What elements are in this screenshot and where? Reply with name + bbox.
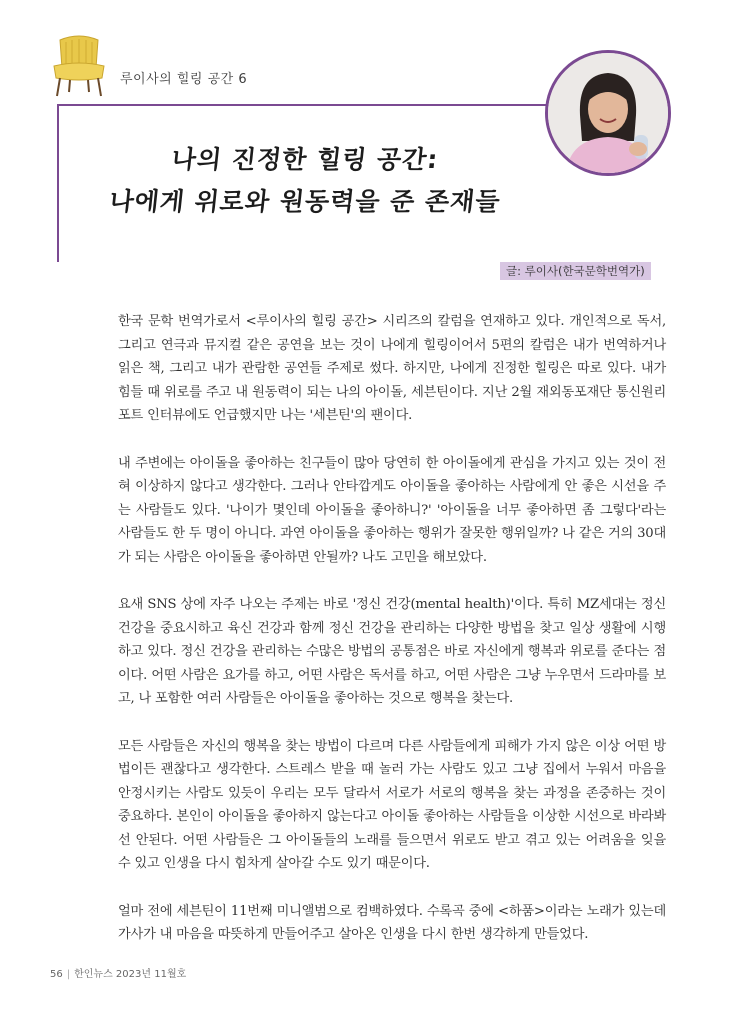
header-frame-top	[57, 104, 547, 106]
article-body	[118, 310, 666, 971]
article-title-line2: 나에게 위로와 원동력을 준 존재들	[108, 187, 503, 216]
paragraph: 요새 SNS 상에 자주 나오는 주제는 바로 '정신 건강(mental health)'이다. 특히 MZ세대는 정신 건강을 중요시하고 육신 건강과 함께 정신 건강을 관리하는 다양한 방법을 찾고 일상 생활에 시행하고 있다. 정신 건강을 관리하는 수많은 방법의 공통점은 바로 자신에게 행복과 위로를 준다는 점이다. 어떤 사람은 요가를 하고, 어떤 사람은 독서를 하고, 어떤 사람은 그냥 누우면서 드라마를 보고, 나 포함한 여러 사람들은 아이돌을 좋아하는 것으로 행복을 찾는다.	[118, 597, 666, 706]
paragraph: 얼마 전에 세븐틴이 11번째 미니앨범으로 컴백하였다. 수록곡 중에 <하품>이라는 노래가 있는데 가사가 내 마음을 따뜻하게 만들어주고 살아온 인생을 다시 한번 생각하게 만들었다.	[118, 903, 666, 942]
article-title-line1: 나의 진정한 힐링 공간:	[170, 145, 440, 174]
armchair-icon	[50, 34, 108, 98]
header-frame-left	[57, 104, 59, 262]
footer-divider: |	[66, 969, 71, 980]
paragraph: 한국 문학 번역가로서 <루이사의 힐링 공간> 시리즈의 칼럼을 연재하고 있다. 개인적으로 독서, 그리고 연극과 뮤지컬 같은 공연을 보는 것이 나에게 힐링이어서 5편의 칼럼은 내가 번역하거나 읽은 책, 그리고 내가 관람한 공연들 주제로 썼다. 하지만, 나에게 진정한 힐링은 따로 있다. 내가 힘들 때 위로를 주고 내 원동력이 되는 나의 아이돌, 세븐틴이다. 지난 2월 재외동포재단 통신원리포트 인터뷰에도 언급했지만 나는 '세븐틴'의 팬이다.	[118, 314, 666, 423]
byline-badge: 글: 루이사(한국문학번역가)	[500, 262, 651, 280]
author-photo	[545, 50, 671, 176]
page-number: 56	[50, 969, 63, 980]
paragraph: 내 주변에는 아이돌을 좋아하는 친구들이 많아 당연히 한 아이돌에게 관심을 가지고 있는 것이 전혀 이상하지 않다고 생각한다. 그러나 안타깝게도 아이돌을 좋아하는 사람에게 안 좋은 시선을 주는 사람들도 있다. '나이가 몇인데 아이돌을 좋아하니?' '아이돌을 너무 좋아하면 좀 그렇다'라는 사람들도 한 두 명이 아니다. 과연 아이돌을 좋아하는 행위가 잘못한 행위일까? 나 같은 거의 30대가 되는 사람은 아이돌을 좋아하면 안될까? 나도 고민을 해보았다.	[118, 455, 666, 565]
paragraph: 모든 사람들은 자신의 행복을 찾는 방법이 다르며 다른 사람들에게 피해가 가지 않은 이상 어떤 방법이든 괜찮다고 생각한다. 스트레스 받을 때 놀러 가는 사람도 있고 그냥 집에서 누워서 마음을 안정시키는 사람도 있듯이 우리는 모두 달라서 서로가 서로의 행복을 찾는 과정을 존중하는 것이 중요하다. 본인이 아이돌을 좋아하지 않는다고 아이돌 좋아하는 사람들을 이상한 시선으로 바라봐선 안된다. 어떤 사람들은 그 아이돌들의 노래를 들으면서 위로도 받고 겪고 있는 어려움을 잊을 수 있고 인생을 다시 힘차게 살아갈 수도 있기 때문이다.	[118, 738, 666, 871]
series-label: 루이사의 힐링 공간 6	[120, 72, 248, 87]
publication-name: 한인뉴스 2023년 11월호	[74, 969, 187, 980]
page-footer	[50, 965, 186, 980]
